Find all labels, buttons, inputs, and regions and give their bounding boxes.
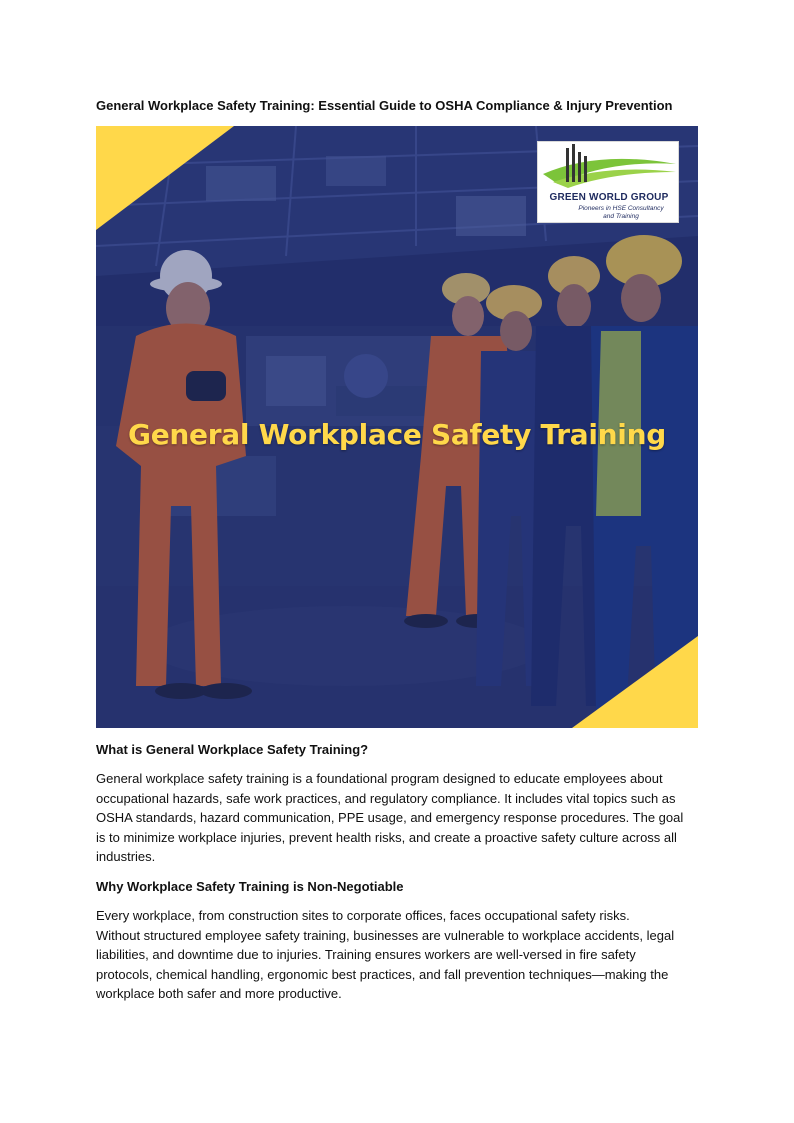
banner-headline: General Workplace Safety Training	[128, 418, 666, 451]
hero-banner-image	[96, 126, 698, 728]
paragraph-line: General workplace safety training is a foundational program designed to educate employees about	[96, 771, 663, 786]
logo-tagline-line2: and Training	[603, 212, 639, 220]
paragraph-line: workplace both safer and more productive.	[96, 986, 342, 1001]
paragraph-line: protocols, chemical handling, ergonomic best practices, and fall prevention techniques—making the	[96, 966, 669, 982]
section-heading-what-is: What is General Workplace Safety Training?	[96, 742, 369, 757]
section-paragraph-why	[96, 906, 698, 1004]
section-heading-why: Why Workplace Safety Training is Non-Negotiable	[96, 879, 404, 894]
paragraph-line: Without structured employee safety training, businesses are vulnerable to workplace accidents, legal	[96, 927, 675, 943]
logo-tagline	[566, 205, 676, 220]
green-world-group-logo	[537, 141, 679, 223]
paragraph-line: liabilities, and downtime due to injuries. Training ensures workers are well-versed in fire safety	[96, 947, 636, 962]
logo-tagline-line1: Pioneers in HSE Consultancy	[578, 205, 664, 212]
paragraph-line: industries.	[96, 849, 156, 864]
logo-mark-icon	[538, 142, 678, 192]
paragraph-line: occupational hazards, safe work practices, and regulatory compliance. It includes vital topics such as	[96, 790, 676, 806]
paragraph-line: is to minimize workplace injuries, prevent health risks, and create a proactive safety culture across all	[96, 829, 677, 845]
section-paragraph-what-is	[96, 769, 698, 867]
paragraph-line: Every workplace, from construction sites to corporate offices, faces occupational safety risks.	[96, 908, 630, 923]
paragraph-line: OSHA standards, hazard communication, PPE usage, and emergency response procedures. The goal	[96, 810, 684, 825]
document-title: General Workplace Safety Training: Essential Guide to OSHA Compliance & Injury Prevention	[96, 98, 673, 113]
logo-name: GREEN WORLD GROUP	[549, 192, 669, 203]
